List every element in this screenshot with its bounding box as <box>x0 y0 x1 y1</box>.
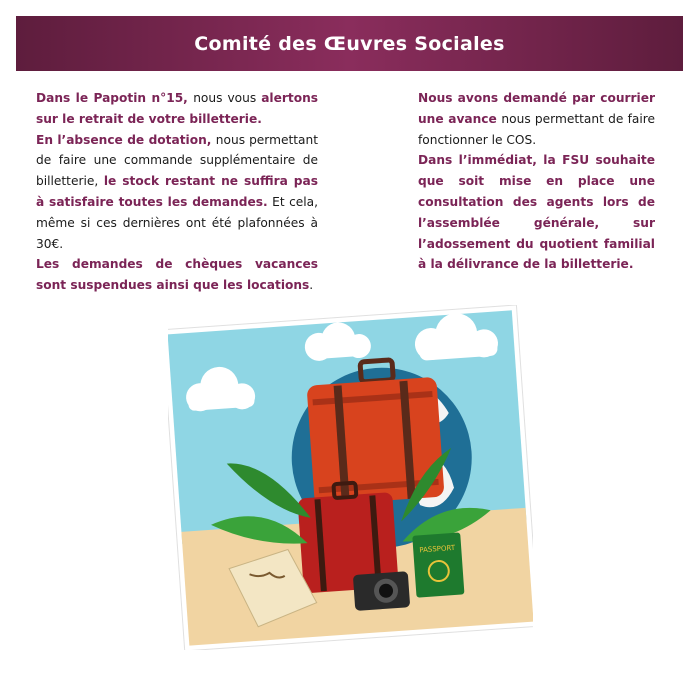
text-fragment: nous vous <box>193 91 262 105</box>
left-column <box>36 88 318 296</box>
passport-icon <box>412 532 464 597</box>
travel-illustration <box>168 305 533 650</box>
header-banner <box>16 16 683 71</box>
paragraph-dotation <box>36 130 318 255</box>
paragraph-avance <box>418 88 655 150</box>
avance-request-text: Nous avons demandé par courrier une avance <box>418 91 655 126</box>
paragraph-fsu <box>418 150 655 275</box>
text-fragment: . <box>309 278 314 293</box>
fsu-proposal-text: Dans l’immédiat, la FSU souhaite que soit mise en place une consultation des agents lors de l’assemblée générale, sur l’adossement du quotient familial à la délivrance de la billetterie. <box>418 153 655 272</box>
right-column <box>418 88 655 275</box>
cheques-suspended-text: Les demandes de chèques vacances sont suspendues ainsi que les locations <box>36 257 318 293</box>
papotin-reference: Dans le Papotin n°15, <box>36 91 194 105</box>
stock-warning: le stock restant ne suffira pas à satisfaire toutes les demandes. <box>36 174 318 209</box>
dotation-text: En l’absence de dotation, <box>36 132 216 147</box>
page-title: Comité des Œuvres Sociales <box>194 32 505 55</box>
passport-label: PASSPORT <box>419 543 456 555</box>
alert-text: alertons sur le retrait de votre billetterie. <box>36 91 319 126</box>
text-fragment: nous permettant de faire une commande supplémentaire de billetterie, <box>36 132 318 189</box>
paragraph-cheques <box>36 254 318 296</box>
paragraph-papotin <box>36 88 318 130</box>
text-fragment: nous permettant de faire fonctionner le COS. <box>418 111 655 147</box>
text-fragment: Et cela, même si ces dernières ont été plafonnées à 30€. <box>36 194 319 251</box>
